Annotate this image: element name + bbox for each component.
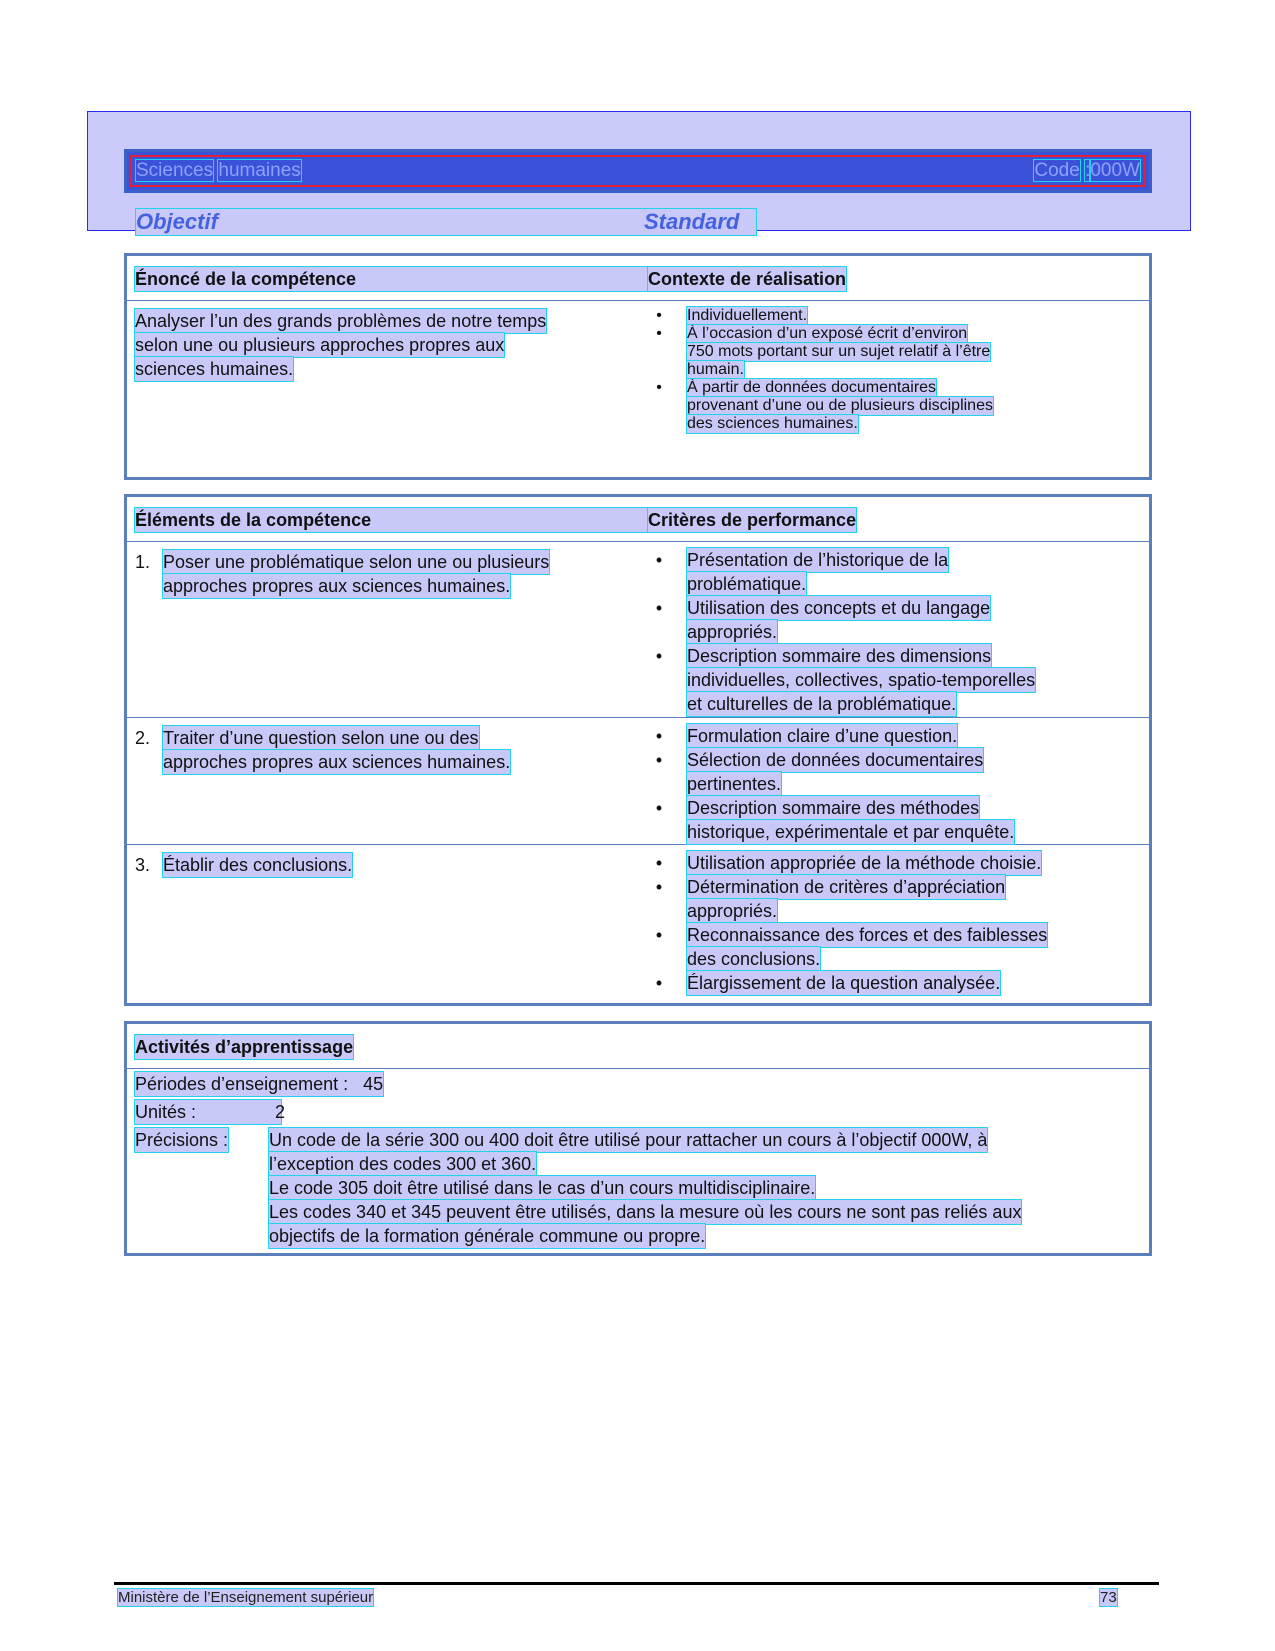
precision-line: Le code 305 doit être utilisé dans le cas d’un cours multidisciplinaire. [269,1178,816,1198]
precision-line: l’exception des codes 300 et 360. [269,1154,537,1174]
bullet-line: Description sommaire des méthodes [687,798,980,818]
bullet-line: Formulation claire d’une question. [687,726,958,746]
competence-row [127,845,1149,995]
activites-header [127,1024,1149,1069]
bullet-line: Élargissement de la question analysée. [687,973,1001,993]
bullet-line: problématique. [687,574,807,594]
periodes-value: 45 [363,1074,384,1094]
competence-row [127,542,1149,718]
element-line: approches propres aux sciences humaines. [163,576,511,596]
bullet-item [655,796,1147,844]
elements-header [127,497,1149,542]
criteria-list [655,724,1147,844]
precision-line: Les codes 340 et 345 peuvent être utilisés, dans la mesure où les cours ne sont pas reliés aux [269,1202,1022,1222]
footer-ministry: Ministère de l’Enseignement supérieur [118,1589,374,1606]
bullet-item [656,325,1147,379]
bullet-line: Détermination de critères d’appréciation [687,877,1006,897]
bullet-line: Individuellement. [687,307,808,324]
context-list [656,307,1147,433]
bullet-icon: • [655,750,663,770]
statement-line: sciences humaines. [135,359,294,379]
unites-label: Unités : [135,1102,197,1122]
bullet-icon: • [655,598,663,618]
bullet-item [655,851,1147,875]
title-bar [124,149,1152,193]
bullet-icon: • [656,379,662,396]
title-word: Sciences [136,160,214,181]
activites-box [124,1021,1152,1256]
element-line: Traiter d’une question selon une ou des [163,728,479,748]
elements-header-left: Éléments de la compétence [135,508,680,532]
bullet-line: Reconnaissance des forces et des faiblesses [687,925,1048,945]
element-line: approches propres aux sciences humaines. [163,752,511,772]
competence-statement [135,309,678,381]
bullet-icon: • [655,973,663,993]
competence-row [127,718,1149,845]
bullet-icon: • [655,853,663,873]
title-word: humaines [218,160,301,181]
unites-value: 2 [275,1102,286,1122]
bullet-icon: • [655,726,663,746]
footer-rule [114,1582,1159,1585]
bullet-line: historique, expérimentale et par enquête. [687,822,1015,842]
program-title [136,160,301,182]
code-separator: : [1085,160,1091,181]
bullet-line: Utilisation des concepts et du langage [687,598,991,618]
objectif-standard-row [136,209,756,235]
bullet-icon: • [655,550,663,570]
precisions-label: Précisions : [135,1130,229,1150]
element-text [163,550,683,598]
bullet-line: À partir de données documentaires [687,379,937,396]
bullet-line: et culturelles de la problématique. [687,694,957,714]
statement-line: selon une ou plusieurs approches propres aux [135,335,505,355]
element-number: 1. [135,552,151,572]
standard-label: Standard [644,209,740,234]
bullet-line: appropriés. [687,622,778,642]
element-text [163,853,683,877]
title-inner [130,155,1146,187]
code-label: Code [1034,160,1080,181]
periodes-label: Périodes d’enseignement : [135,1074,349,1094]
bullet-line: À l’occasion d’un exposé écrit d’environ [687,325,968,342]
bullet-item [655,748,1147,796]
bullet-icon: • [655,877,663,897]
bullet-item [655,875,1147,923]
bullet-item [655,724,1147,748]
elements-box [124,494,1152,1006]
bullet-item [656,307,1147,325]
bullet-line: Présentation de l’historique de la [687,550,949,570]
precision-line: objectifs de la formation générale commune ou propre. [269,1226,706,1246]
element-number: 3. [135,855,151,875]
bullet-line: Utilisation appropriée de la méthode choisie. [687,853,1042,873]
precisions-text [269,1128,1149,1248]
statement-line: Analyser l’un des grands problèmes de notre temps [135,311,547,331]
objectif-label: Objectif [136,209,218,234]
bullet-icon: • [655,925,663,945]
bullet-item [655,548,1147,596]
program-code [1034,160,1140,182]
bullet-item [655,596,1147,644]
enonce-box [124,253,1152,480]
periodes-row [135,1072,383,1096]
bullet-line: individuelles, collectives, spatio-temporelles [687,670,1036,690]
element-line: Établir des conclusions. [163,855,353,875]
bullet-icon: • [655,646,663,666]
criteria-list [655,851,1147,995]
element-line: Poser une problématique selon une ou plusieurs [163,552,550,572]
bullet-line: Sélection de données documentaires [687,750,984,770]
bullet-item [655,644,1147,716]
bullet-line: 750 mots portant sur un sujet relatif à l’être [687,343,991,360]
bullet-icon: • [655,798,663,818]
footer-page-number: 73 [1100,1589,1117,1606]
elements-header-right: Critères de performance [648,510,857,530]
bullet-line: Description sommaire des dimensions [687,646,992,666]
element-number: 2. [135,728,151,748]
bullet-item [655,923,1147,971]
activites-header-label: Activités d’apprentissage [135,1037,354,1057]
enonce-header [127,256,1149,301]
element-text [163,726,683,774]
criteria-list [655,548,1147,716]
precision-line: Un code de la série 300 ou 400 doit être utilisé pour rattacher un cours à l’objectif 000W, à [269,1130,988,1150]
bullet-icon: • [656,307,662,324]
bullet-line: appropriés. [687,901,778,921]
bullet-line: humain. [687,361,744,378]
bullet-line: des sciences humaines. [687,415,858,432]
elements-rows [127,542,1149,995]
bullet-icon: • [656,325,662,342]
bullet-item [656,379,1147,433]
bullet-line: pertinentes. [687,774,782,794]
enonce-header-right: Contexte de réalisation [648,269,847,289]
enonce-header-left: Énoncé de la compétence [135,267,680,291]
bullet-line: provenant d’une ou de plusieurs disciplines [687,397,993,414]
bullet-line: des conclusions. [687,949,821,969]
unites-row [135,1100,286,1124]
bullet-item [655,971,1147,995]
code-value: 000W [1090,160,1140,181]
